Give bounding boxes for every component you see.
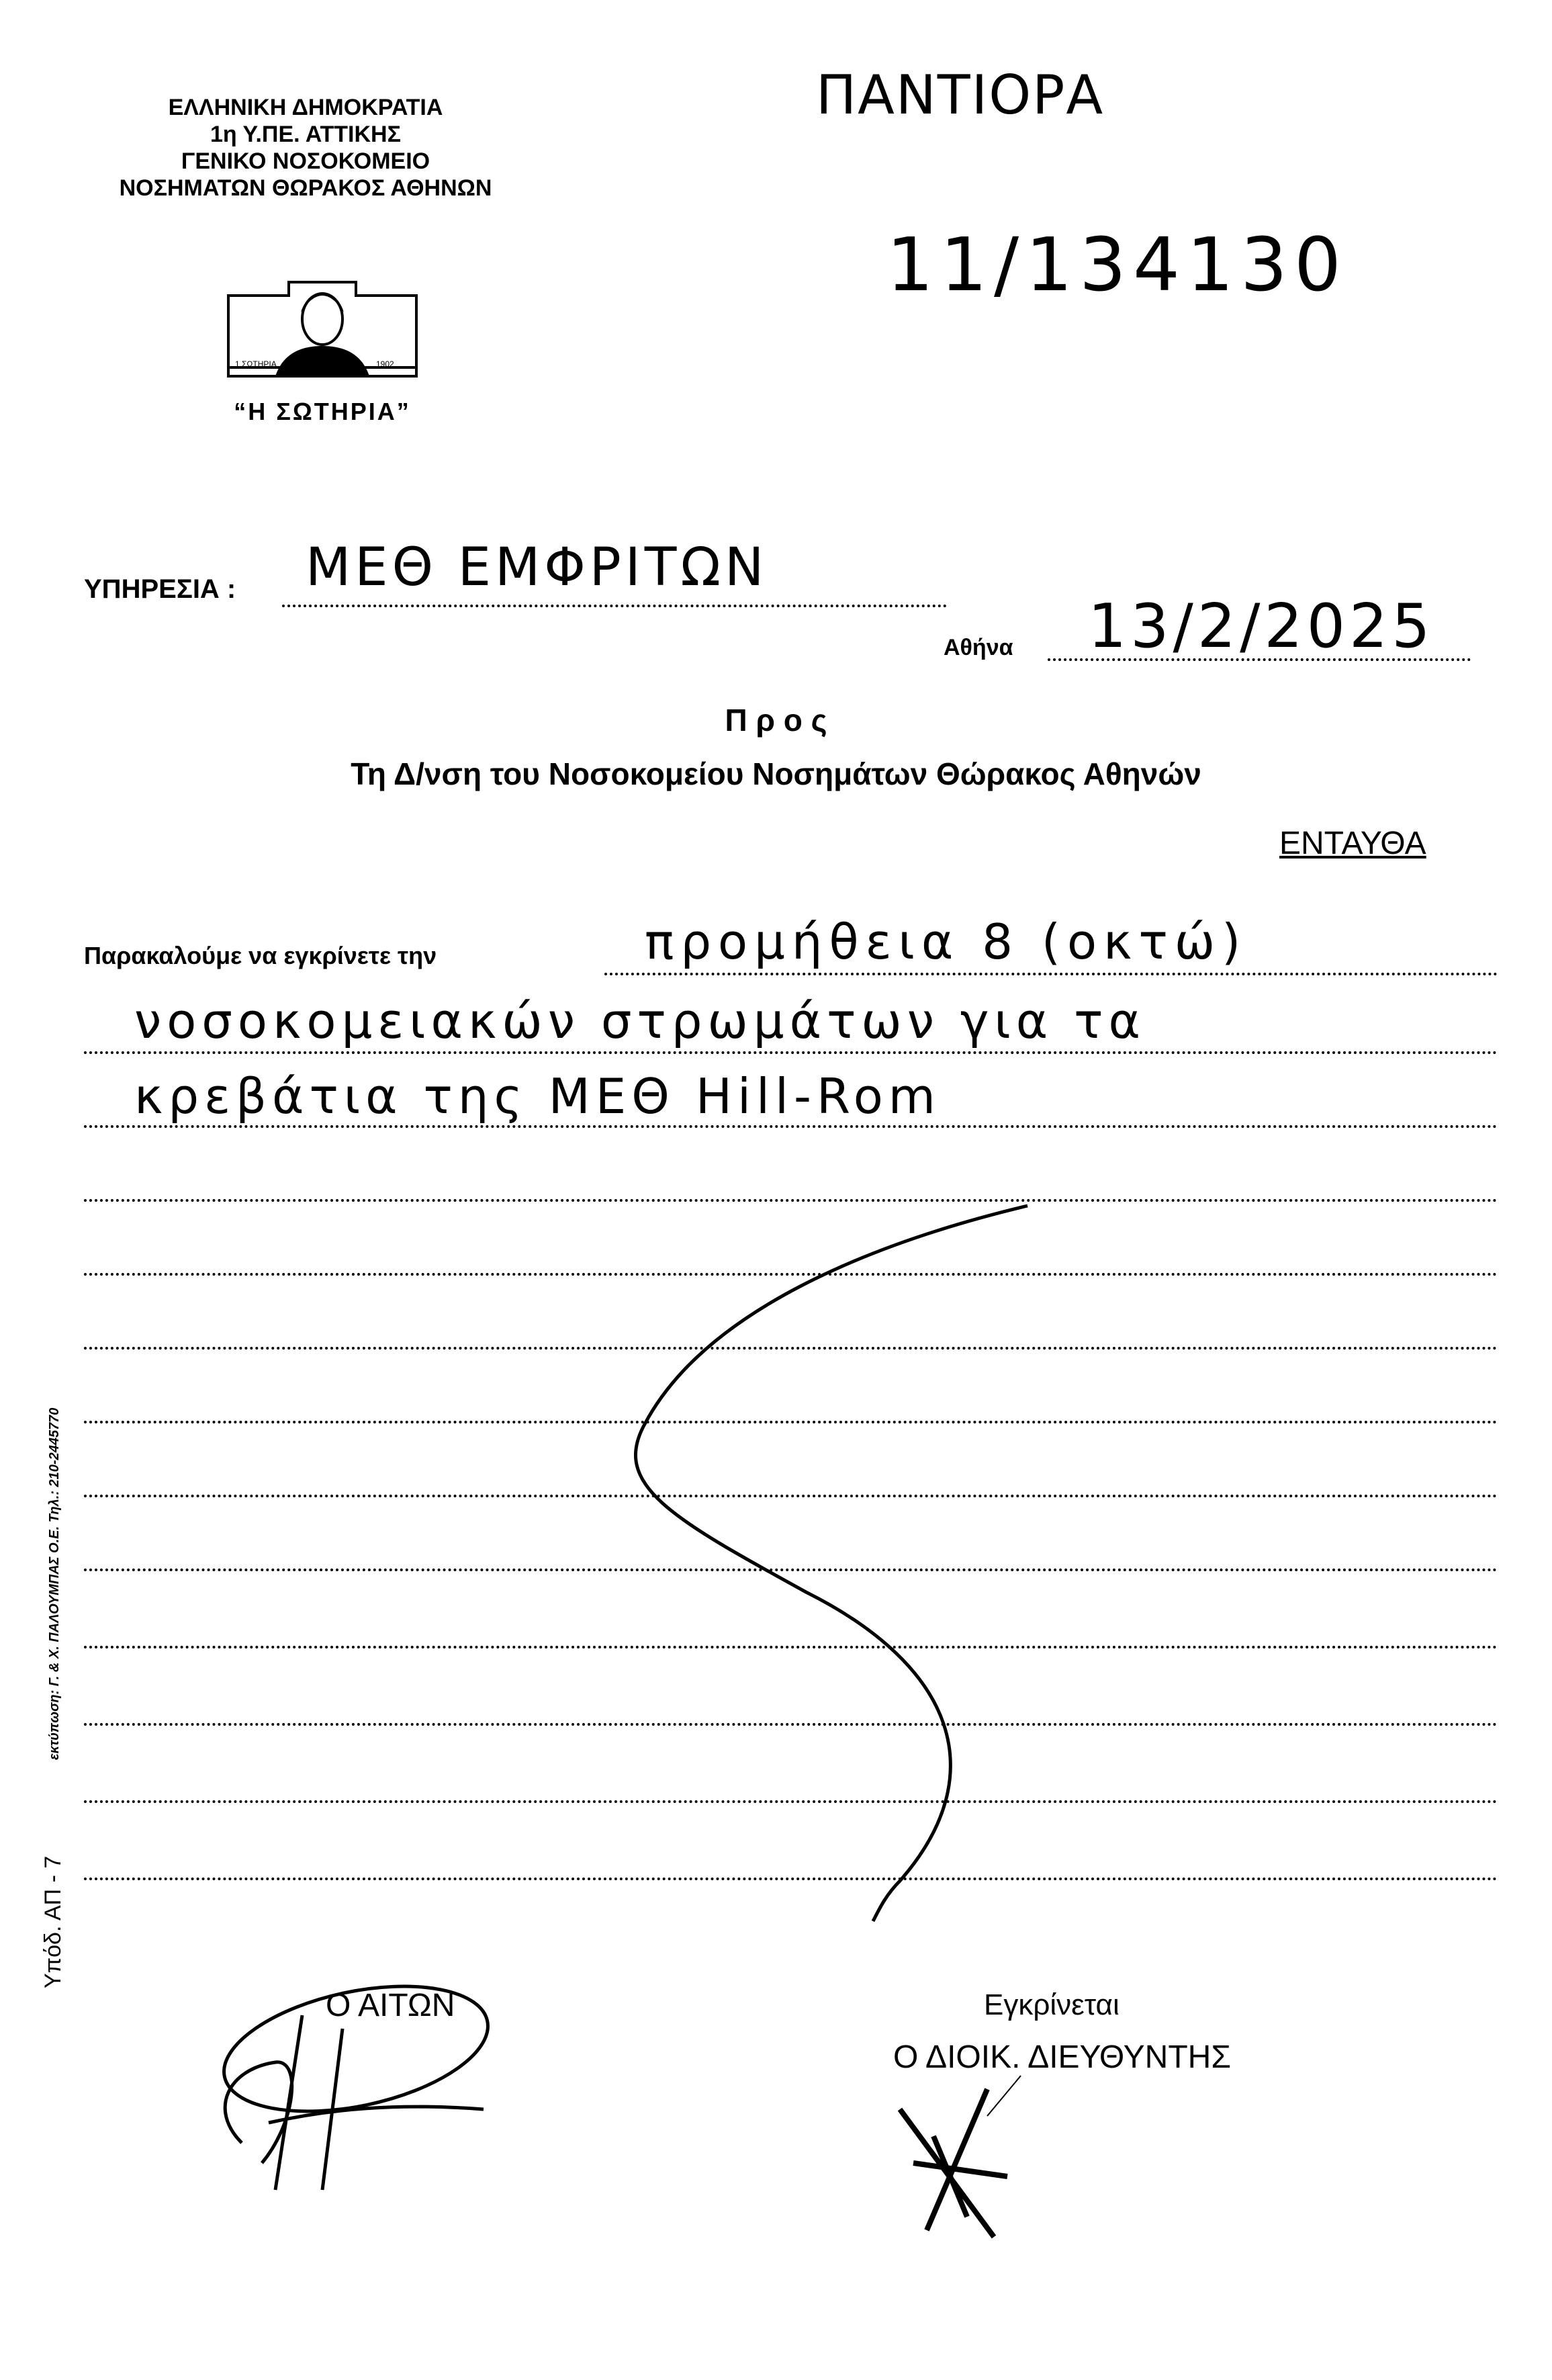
pros-heading: Π ρ ο ς [725, 703, 827, 738]
letterhead-line-4: ΝΟΣΗΜΑΤΩΝ ΘΩΡΑΚΟΣ ΑΘΗΝΩΝ [119, 175, 492, 201]
addressee-line: Τη Δ/νση του Νοσοκομείου Νοσημάτων Θώρακος Αθηνών [351, 756, 1201, 791]
request-handwritten-line-3: κρεβάτια της ΜΕΘ Hill-Rom [134, 1068, 941, 1125]
letterhead-line-1: ΕΛΛΗΝΙΚΗ ΔΗΜΟΚΡΑΤΙΑ [168, 95, 443, 120]
date-value: 13/2/2025 [1088, 591, 1434, 662]
date-label: Αθήνα [944, 635, 1013, 660]
handwritten-protocol-number: 11/134130 [886, 222, 1348, 308]
emblem-left-text: 1 ΣΩΤΗΡΙΑ [235, 359, 277, 369]
entautha-label: ΕΝΤΑΥΘΑ [1279, 826, 1426, 861]
letterhead-line-3: ΓΕΝΙΚΟ ΝΟΣΟΚΟΜΕΙΟ [181, 148, 430, 174]
request-lead: Παρακαλούμε να εγκρίνετε την [84, 942, 437, 969]
handwritten-name: ΠΑΝΤΙΟΡΑ [816, 64, 1105, 126]
request-handwritten-line-1: προμήθεια 8 (οκτώ) [645, 914, 1248, 970]
emblem-right-text: 1902 [376, 359, 394, 369]
service-label: ΥΠΗΡΕΣΙΑ : [84, 574, 236, 604]
hospital-motto: “Η ΣΩΤΗΡΙΑ” [234, 398, 411, 425]
request-handwritten-line-2: νοσοκομειακών στρωμάτων για τα [134, 993, 1146, 1049]
director-label: Ο ΔΙΟΙΚ. ΔΙΕΥΘΥΝΤΗΣ [893, 2039, 1231, 2075]
requester-signature [181, 1988, 557, 2230]
director-signature [886, 2069, 1034, 2244]
service-value: ΜΕΘ ΕΜΦΡΙΤΩΝ [306, 537, 768, 598]
form-code: Υπόδ. ΑΠ - 7 [40, 1855, 66, 1988]
printer-info: εκτύπωση: Γ. & Χ. ΠΑΛΟΥΜΠΑΣ Ο.Ε. Τηλ.: 210-2445770 [47, 1407, 62, 1760]
approved-label: Εγκρίνεται [984, 1988, 1120, 2021]
letterhead-line-2: 1η Υ.ΠΕ. ΑΤΤΙΚΗΣ [210, 122, 401, 147]
requester-label: Ο ΑΙΤΩΝ [326, 1988, 455, 2023]
